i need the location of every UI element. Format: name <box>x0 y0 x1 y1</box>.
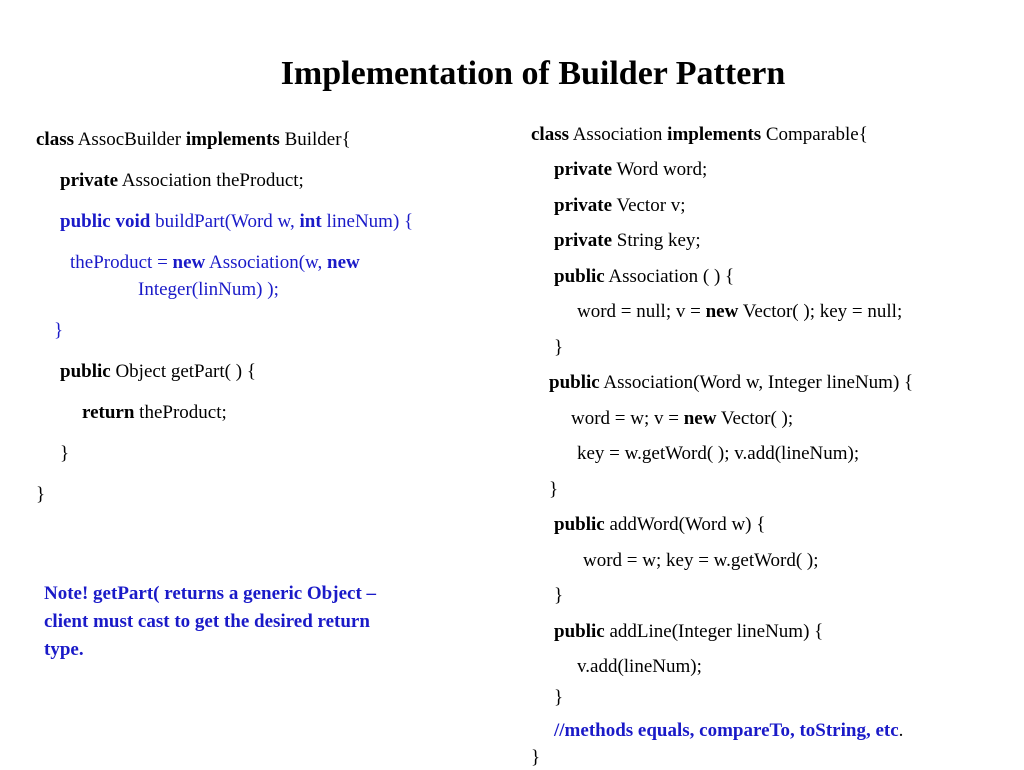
left-code-line-5: Integer(linNum) ); <box>138 279 279 300</box>
right-code-line-13: word = w; key = w.getWord( ); <box>583 550 819 571</box>
right-code-line-8: public Association(Word w, Integer lineNum) { <box>549 372 914 393</box>
right-code-line-9: word = w; v = new Vector( ); <box>571 408 794 429</box>
right-code-line-14: } <box>554 585 564 606</box>
left-code-line-2: private Association theProduct; <box>60 170 304 191</box>
left-code-line-10: } <box>36 484 46 505</box>
right-code-line-11: } <box>549 479 559 500</box>
right-code-line-18: //methods equals, compareTo, toString, etc. <box>554 720 904 741</box>
right-code-line-4: private String key; <box>554 230 701 251</box>
right-code-line-6: word = null; v = new Vector( ); key = null; <box>577 301 903 322</box>
right-code-line-17: } <box>554 687 564 708</box>
left-code-line-7: public Object getPart( ) { <box>60 361 256 382</box>
left-code-line-1: class AssocBuilder implements Builder{ <box>36 129 351 150</box>
right-code-line-1: class Association implements Comparable{ <box>531 124 868 145</box>
right-code-line-10: key = w.getWord( ); v.add(lineNum); <box>577 443 860 464</box>
left-code-line-3: public void buildPart(Word w, int lineNum) { <box>60 211 414 232</box>
slide-title: Implementation of Builder Pattern <box>280 55 786 92</box>
right-code-line-5: public Association ( ) { <box>554 266 735 287</box>
left-code-line-8: return theProduct; <box>82 402 227 423</box>
left-code-line-6: } <box>54 320 64 341</box>
left-code-line-9: } <box>60 443 70 464</box>
right-code-line-15: public addLine(Integer lineNum) { <box>554 621 824 642</box>
right-code-line-19: } <box>531 747 541 768</box>
right-code-line-12: public addWord(Word w) { <box>554 514 766 535</box>
right-code-line-3: private Vector v; <box>554 195 686 216</box>
right-code-line-16: v.add(lineNum); <box>577 656 702 677</box>
right-code-line-7: } <box>554 337 564 358</box>
left-code-line-4: theProduct = new Association(w, new <box>70 252 360 273</box>
note-text: Note! getPart( returns a generic Object – client must cast to get the desired return type. <box>44 583 377 660</box>
right-code-line-2: private Word word; <box>554 159 708 180</box>
